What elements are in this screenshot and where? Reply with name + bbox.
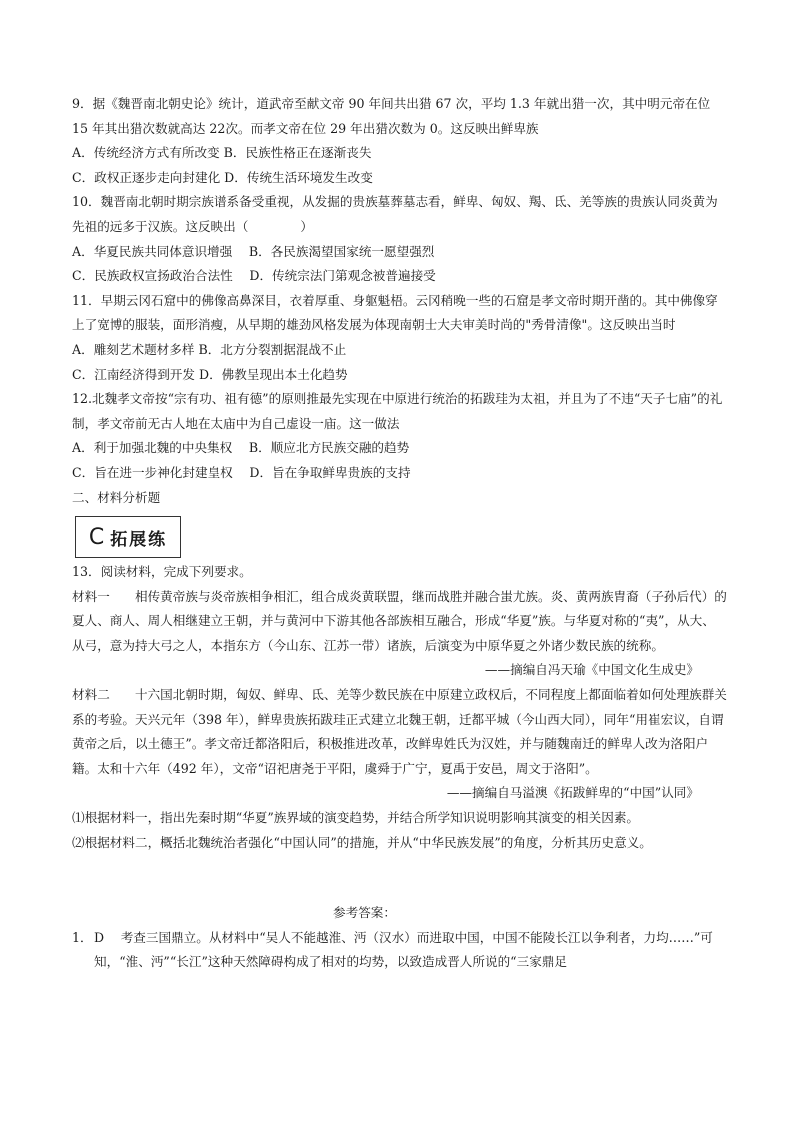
answer-item-1 <box>72 926 727 975</box>
material-one: 材料一 相传黄帝族与炎帝族相争相汇，组合成炎黄联盟，继而战胜并融合蚩尤族。炎、黄两族胄裔（子孙后代）的夏人、商人、周人相继建立王朝，并与黄河中下游其他各部族相互融合，形成“华夏”族。与华夏对称的“夷”，从大、从弓，意为持大弓之人，本指东方（今山东、江苏一带）诸族，后演变为中原华夏之外诸少数民族的统称。 <box>72 588 727 653</box>
question-stem: 10．魏晋南北朝时期宗族谱系备受重视，从发掘的贵族墓葬墓志看，鲜卑、匈奴、羯、氐、羌等族的贵族认同炎黄为先祖的远多于汉族。这反映出（ ） <box>72 194 718 234</box>
sub-question-1: ⑴根据材料一，指出先秦时期“华夏”族界域的演变趋势，并结合所学知识说明影响其演变的相关因素。 <box>72 810 640 826</box>
options-cd: C．政权正逐步走向封建化 D．传统生活环境发生改变 <box>72 169 373 185</box>
options-cd: C．民族政权宣扬政治合法性 D．传统宗法门第观念被普遍接受 <box>72 268 436 284</box>
options-cd: C．江南经济得到开发 D．佛教呈现出本土化趋势 <box>72 366 348 382</box>
options-ab: A．华夏民族共同体意识增强 B．各民族渴望国家统一愿望强烈 <box>72 243 435 259</box>
options-cd: C．旨在进一步神化封建皇权 D．旨在争取鲜卑贵族的支持 <box>72 464 411 480</box>
question-10 <box>72 190 727 288</box>
question-stem: 11．早期云冈石窟中的佛像高鼻深目，衣着厚重、身躯魁梧。云冈稍晚一些的石窟是孝文帝时期开凿的。其中佛像穿上了宽博的服装，面形消瘦，从早期的雄劲风格发展为体现南朝士大夫审美时尚的"秀骨清像"。这反映出当时 <box>72 292 718 333</box>
material-two-source: ——摘编自马溢澳《拓跋鲜卑的“中国”认同》 <box>446 785 699 801</box>
badge-letter: C <box>88 524 105 550</box>
material-two: 材料二 十六国北朝时期，匈奴、鲜卑、氐、羌等少数民族在中原建立政权后，不同程度上都面临着如何处理族群关系的考验。天兴元年（398 年），鲜卑贵族拓跋珪正式建立北魏王朝，迁都平城（今山西大同），同年“用崔宏议，自谓黄帝之后，以土德王”。孝文帝迁都洛阳后，积极推进改革，改鲜卑姓氏为汉姓，并与随魏南迁的鲜卑人改为洛阳户籍。太和十六年（492 年），文帝“诏祀唐尧于平阳，虞舜于广宁，夏禹于安邑，周文于洛阳”。 <box>72 687 727 776</box>
section-heading: 二、材料分析题 <box>72 489 161 505</box>
material-two-source-row <box>72 781 727 806</box>
badge-text: 拓展练 <box>110 529 168 550</box>
exam-page <box>72 92 727 975</box>
material-one-source: ——摘编自冯天瑜《中国文化生成史》 <box>484 662 699 678</box>
answer-text: D 考查三国鼎立。从材料中“吴人不能越淮、沔（汉水）而进取中国，中国不能陵长江以争利者，力均……”可知，“淮、沔”“长江”这种天然障碍构成了相对的均势，以致造成晋人所说的“三家鼎足 <box>94 929 713 970</box>
question-12 <box>72 387 727 485</box>
answer-number: 1． <box>72 929 93 945</box>
question-stem: 12.北魏孝文帝按“宗有功、祖有德”的原则推最先实现在中原进行统治的拓跋珪为太祖，并且为了不违“天子七庙”的礼制，孝文帝前无古人地在太庙中为自己虚设一庙。这一做法 <box>72 391 723 431</box>
extension-practice-badge <box>75 516 181 558</box>
options-ab: A．传统经济方式有所改变 B．民族性格正在逐渐丧失 <box>72 145 372 161</box>
question-13 <box>72 560 727 855</box>
question-11 <box>72 289 727 387</box>
question-stem: 9．据《魏晋南北朝史论》统计，道武帝至献文帝 90 年间共出猎 67 次，平均 1.3 年就出猎一次，其中明元帝在位 15 年其出猎次数就高达 22次。而孝文帝在位 29 年出猎次数为 0。这反映出鲜卑族 <box>72 96 715 136</box>
question-intro: 13．阅读材料，完成下列要求。 <box>72 564 252 580</box>
options-ab: A．利于加强北魏的中央集权 B．顺应北方民族交融的趋势 <box>72 440 410 456</box>
material-one-source-row <box>72 658 727 683</box>
question-9 <box>72 92 727 190</box>
sub-question-2: ⑵根据材料二，概括北魏统治者强化“中国认同”的措施，并从“中华民族发展”的角度，分析其历史意义。 <box>72 834 652 850</box>
answers-title: 参考答案： <box>333 905 396 921</box>
options-ab: A．雕刻艺术题材多样 B．北方分裂割据混战不止 <box>72 341 347 357</box>
